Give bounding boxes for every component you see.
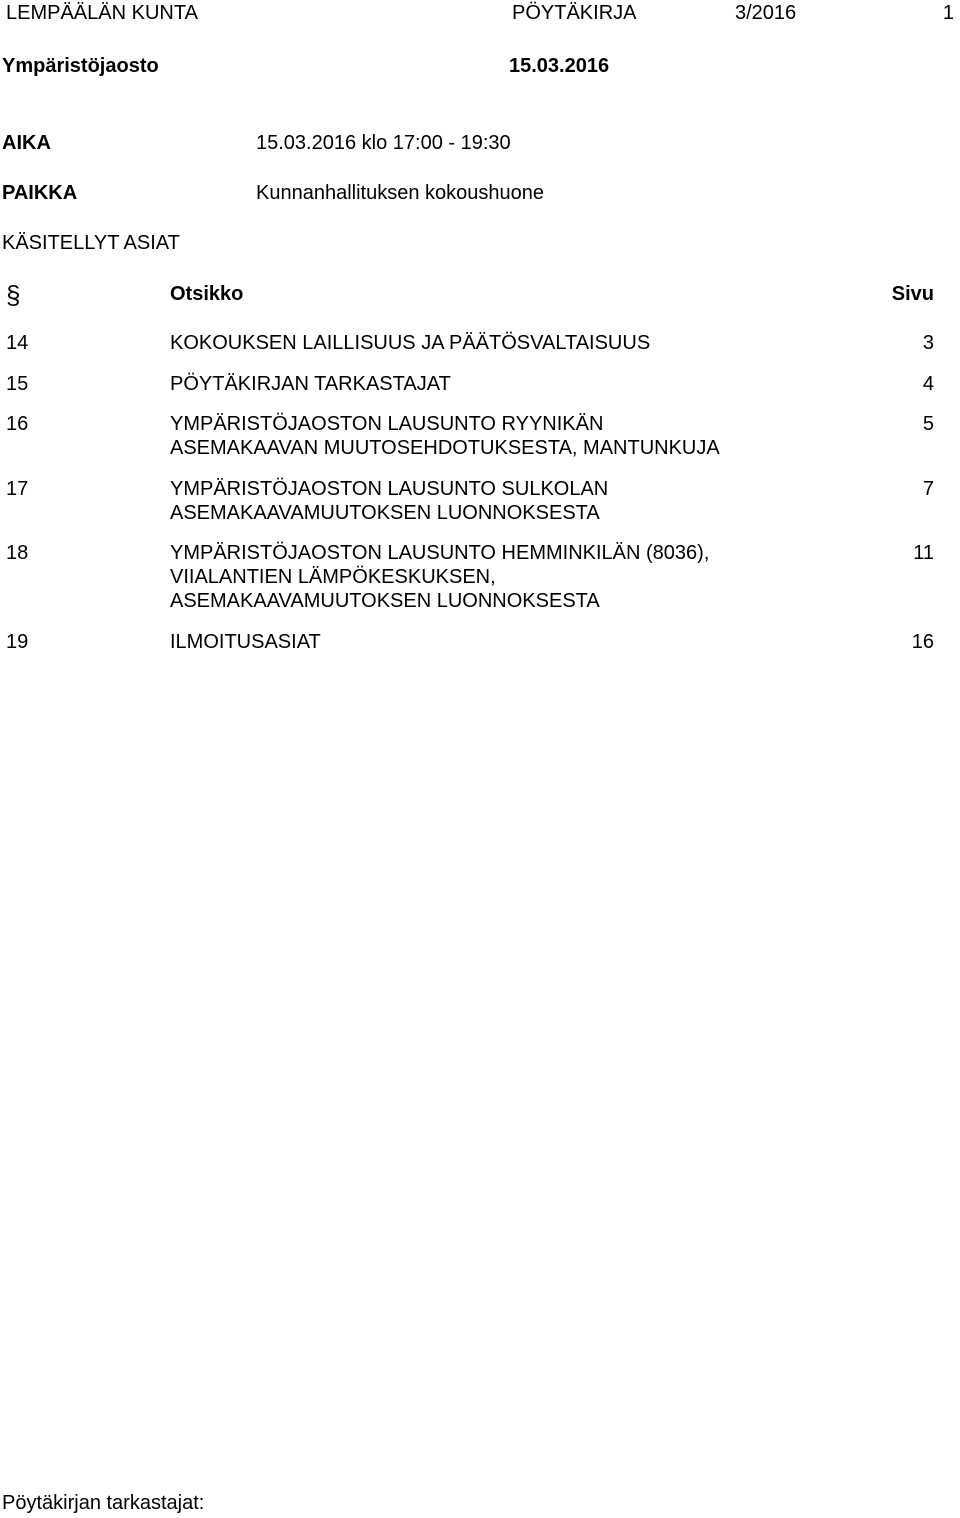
agenda-item-number: 16 [6,413,29,435]
agenda-item-title [170,412,720,460]
document-number: 3/2016 [735,2,797,24]
agenda-item-page: 11 [913,542,934,564]
agenda-item-title-line: YMPÄRISTÖJAOSTON LAUSUNTO SULKOLAN [170,478,609,500]
agenda-item-title-line: YMPÄRISTÖJAOSTON LAUSUNTO HEMMINKILÄN (8036), [170,542,710,564]
time-value: 15.03.2016 klo 17:00 - 19:30 [256,132,511,154]
agenda-item-number: 17 [6,478,29,500]
agenda-item-number: 19 [6,631,29,653]
agenda-item-number: 14 [6,332,29,354]
agenda-item-title-line: ASEMAKAAVAMUUTOKSEN LUONNOKSESTA [170,502,600,524]
agenda-item-page: 4 [922,373,934,395]
committee-name: Ympäristöjaosto [2,55,159,77]
agenda-item-title-line: KOKOUKSEN LAILLISUUS JA PÄÄTÖSVALTAISUUS [170,332,651,354]
agenda-item-page: 16 [911,631,934,653]
agenda-item-number: 15 [6,373,29,395]
agenda-item-title [170,477,608,525]
agenda-item-title-line: ASEMAKAAVAMUUTOKSEN LUONNOKSESTA [170,590,600,612]
time-label: AIKA [2,132,51,154]
agenda-item-title-line: ILMOITUSASIAT [170,631,321,653]
agenda-item-number: 18 [6,542,29,564]
agenda-item-title [170,372,451,396]
agenda-item-title-line: VIIALANTIEN LÄMPÖKESKUKSEN, [170,566,496,588]
meeting-date: 15.03.2016 [509,55,610,77]
agenda-item-title [170,331,650,355]
place-label: PAIKKA [2,182,78,204]
agenda-heading: KÄSITELLYT ASIAT [2,232,180,254]
agenda-item-title-line: YMPÄRISTÖJAOSTON LAUSUNTO RYYNIKÄN [170,413,604,435]
agenda-item-page: 5 [922,413,934,435]
agenda-item-title [170,541,709,613]
place-value: Kunnanhallituksen kokoushuone [256,182,544,204]
agenda-item-page: 7 [922,478,934,500]
column-page-header: Sivu [891,283,934,305]
page-number: 1 [942,2,954,24]
municipality-name: LEMPÄÄLÄN KUNTA [6,2,198,24]
document-type: PÖYTÄKIRJA [512,2,637,24]
agenda-item-page: 3 [922,332,934,354]
agenda-item-title [170,630,321,654]
agenda-item-title-line: ASEMAKAAVAN MUUTOSEHDOTUKSESTA, MANTUNKUJA [170,437,720,459]
signature-label: Pöytäkirjan tarkastajat: [2,1492,205,1514]
column-title-header: Otsikko [170,283,244,305]
agenda-item-title-line: PÖYTÄKIRJAN TARKASTAJAT [170,373,451,395]
section-sign-icon: § [6,280,21,310]
